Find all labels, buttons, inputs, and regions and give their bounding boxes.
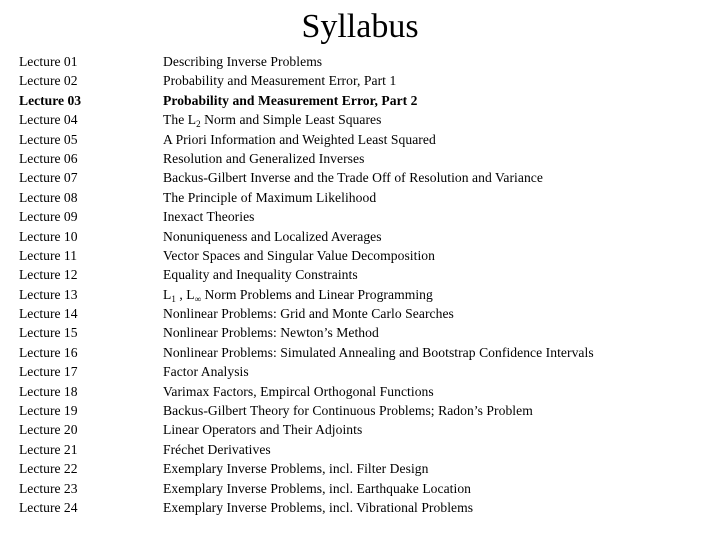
lecture-number: Lecture 14 (19, 306, 78, 322)
syllabus-row-lecture-07 (19, 168, 709, 187)
lecture-number: Lecture 23 (19, 480, 78, 496)
lecture-topic: The Principle of Maximum Likelihood (163, 189, 377, 205)
lecture-number: Lecture 04 (19, 112, 78, 128)
syllabus-row-lecture-14 (19, 304, 709, 323)
page-title: Syllabus (301, 8, 419, 45)
lecture-number: Lecture 24 (19, 499, 78, 515)
lecture-topic (163, 285, 709, 304)
lecture-topic: A Priori Information and Weighted Least Squared (163, 131, 436, 147)
lecture-number: Lecture 13 (19, 286, 78, 302)
lecture-topic: Exemplary Inverse Problems, incl. Earthquake Location (163, 480, 472, 496)
syllabus-row-lecture-23 (19, 479, 709, 498)
lecture-topic: Inexact Theories (163, 209, 255, 225)
syllabus-row-lecture-18 (19, 382, 709, 401)
syllabus-row-lecture-03-current (19, 91, 709, 110)
syllabus-row-lecture-15 (19, 323, 709, 342)
topic-text: Norm and Simple Least Squares (200, 112, 382, 128)
topic-text: The L (163, 112, 197, 128)
lecture-topic: Nonlinear Problems: Newton’s Method (163, 325, 379, 341)
lecture-number: Lecture 21 (19, 441, 78, 457)
lecture-number: Lecture 15 (19, 325, 78, 341)
lecture-topic: Backus-Gilbert Inverse and the Trade Off of Resolution and Variance (163, 170, 543, 186)
topic-subscript: 1 (171, 293, 176, 304)
lecture-topic (163, 110, 709, 129)
lecture-topic: Linear Operators and Their Adjoints (163, 422, 363, 438)
lecture-topic: Nonuniqueness and Localized Averages (163, 228, 382, 244)
lecture-number: Lecture 22 (19, 461, 78, 477)
lecture-number: Lecture 05 (19, 131, 78, 147)
lecture-number: Lecture 18 (19, 383, 78, 399)
syllabus-row-lecture-21 (19, 440, 709, 459)
syllabus-row-lecture-06 (19, 149, 709, 168)
lecture-number: Lecture 19 (19, 403, 78, 419)
topic-subscript: ∞ (194, 293, 202, 304)
syllabus-row-lecture-12 (19, 265, 709, 284)
syllabus-row-lecture-17 (19, 362, 709, 381)
lecture-number: Lecture 16 (19, 344, 78, 360)
lecture-topic: Backus-Gilbert Theory for Continuous Problems; Radon’s Problem (163, 403, 533, 419)
syllabus-row-lecture-04 (19, 110, 709, 129)
syllabus-row-lecture-09 (19, 207, 709, 226)
syllabus-row-lecture-11 (19, 246, 709, 265)
syllabus-row-lecture-01 (19, 52, 709, 71)
lecture-number: Lecture 01 (19, 54, 78, 69)
syllabus-row-lecture-16 (19, 343, 709, 362)
lecture-number: Lecture 08 (19, 189, 78, 205)
lecture-topic: Describing Inverse Problems (163, 54, 323, 69)
lecture-number: Lecture 20 (19, 422, 78, 438)
lecture-number: Lecture 07 (19, 170, 78, 186)
lecture-number: Lecture 03 (19, 92, 82, 108)
topic-text: L (163, 286, 172, 302)
topic-subscript: 2 (196, 119, 201, 130)
syllabus-row-lecture-02 (19, 71, 709, 90)
lecture-number: Lecture 06 (19, 150, 78, 166)
lecture-topic: Equality and Inequality Constraints (163, 267, 358, 283)
syllabus-row-lecture-22 (19, 459, 709, 478)
lecture-topic: Probability and Measurement Error, Part 1 (163, 73, 397, 89)
syllabus-row-lecture-10 (19, 227, 709, 246)
lecture-topic: Varimax Factors, Empircal Orthogonal Functions (163, 383, 434, 399)
syllabus-row-lecture-24 (19, 498, 709, 517)
topic-text: Norm Problems and Linear Programming (201, 286, 433, 302)
lecture-number: Lecture 09 (19, 209, 78, 225)
syllabus-row-lecture-13 (19, 285, 709, 304)
syllabus-row-lecture-20 (19, 420, 709, 439)
lecture-number: Lecture 11 (19, 247, 77, 263)
topic-text: , L (175, 286, 195, 302)
lecture-topic: Exemplary Inverse Problems, incl. Vibrational Problems (163, 499, 474, 515)
lecture-topic: Factor Analysis (163, 364, 249, 380)
lecture-topic: Vector Spaces and Singular Value Decomposition (163, 247, 435, 263)
syllabus-row-lecture-08 (19, 188, 709, 207)
lecture-topic: Resolution and Generalized Inverses (163, 150, 365, 166)
lecture-topic: Probability and Measurement Error, Part 2 (163, 92, 418, 108)
syllabus-list (19, 52, 709, 517)
lecture-number: Lecture 10 (19, 228, 78, 244)
syllabus-row-lecture-05 (19, 130, 709, 149)
lecture-number: Lecture 12 (19, 267, 78, 283)
lecture-topic: Fréchet Derivatives (163, 441, 271, 457)
lecture-topic: Exemplary Inverse Problems, incl. Filter Design (163, 461, 429, 477)
lecture-topic: Nonlinear Problems: Grid and Monte Carlo Searches (163, 306, 454, 322)
lecture-number: Lecture 17 (19, 364, 78, 380)
syllabus-row-lecture-19 (19, 401, 709, 420)
lecture-topic: Nonlinear Problems: Simulated Annealing and Bootstrap Confidence Intervals (163, 344, 594, 360)
lecture-number: Lecture 02 (19, 73, 78, 89)
